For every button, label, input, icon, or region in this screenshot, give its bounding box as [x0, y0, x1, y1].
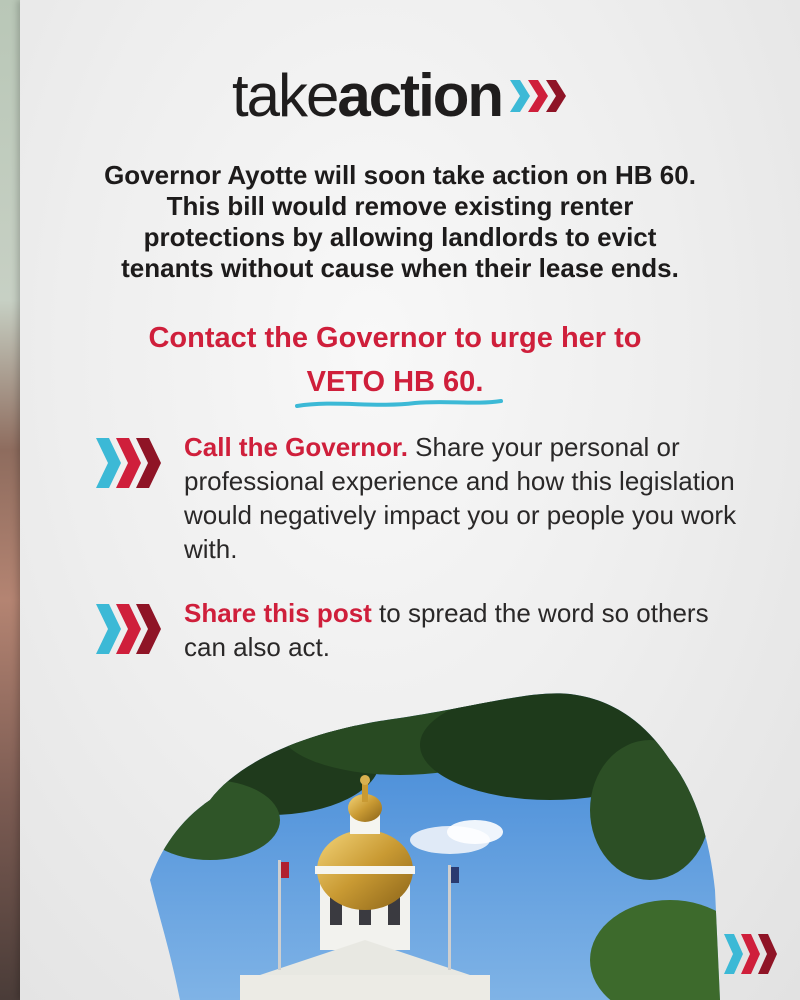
- action-body: to spread the word so others can also act.: [184, 598, 709, 662]
- intro-line: tenants without cause when their lease ends.: [121, 253, 679, 283]
- triple-chevron-right-icon: [96, 434, 162, 492]
- intro-paragraph: [60, 160, 740, 284]
- logo-action: action: [337, 62, 503, 129]
- action-lead: Share this post: [184, 598, 372, 628]
- action-lead: Call the Governor.: [184, 432, 408, 462]
- action-text: [184, 430, 756, 566]
- action-body: Share your personal or professional experience and how this legislation would negatively impact you or people you work with.: [184, 432, 737, 564]
- veto-headline: [307, 360, 484, 404]
- action-share-post: [96, 596, 756, 664]
- intro-line: protections by allowing landlords to evict: [143, 222, 657, 252]
- takeaction-logo: [0, 60, 800, 132]
- intro-line: This bill would remove existing renter: [166, 191, 634, 221]
- logo-take: take: [231, 62, 338, 129]
- action-text: [184, 596, 756, 664]
- call-to-action: [60, 316, 730, 404]
- action-call-governor: [96, 430, 756, 566]
- triple-chevron-right-icon: [508, 76, 568, 116]
- state-house-dome-image: [150, 690, 720, 1000]
- brush-underline-icon: [295, 396, 505, 412]
- triple-chevron-right-icon: [96, 600, 162, 658]
- veto-text: VETO HB 60.: [306, 366, 484, 398]
- triple-chevron-right-icon: [724, 932, 780, 976]
- cta-line-1: Contact the Governor to urge her to: [148, 322, 642, 354]
- intro-line: Governor Ayotte will soon take action on HB 60.: [104, 160, 696, 190]
